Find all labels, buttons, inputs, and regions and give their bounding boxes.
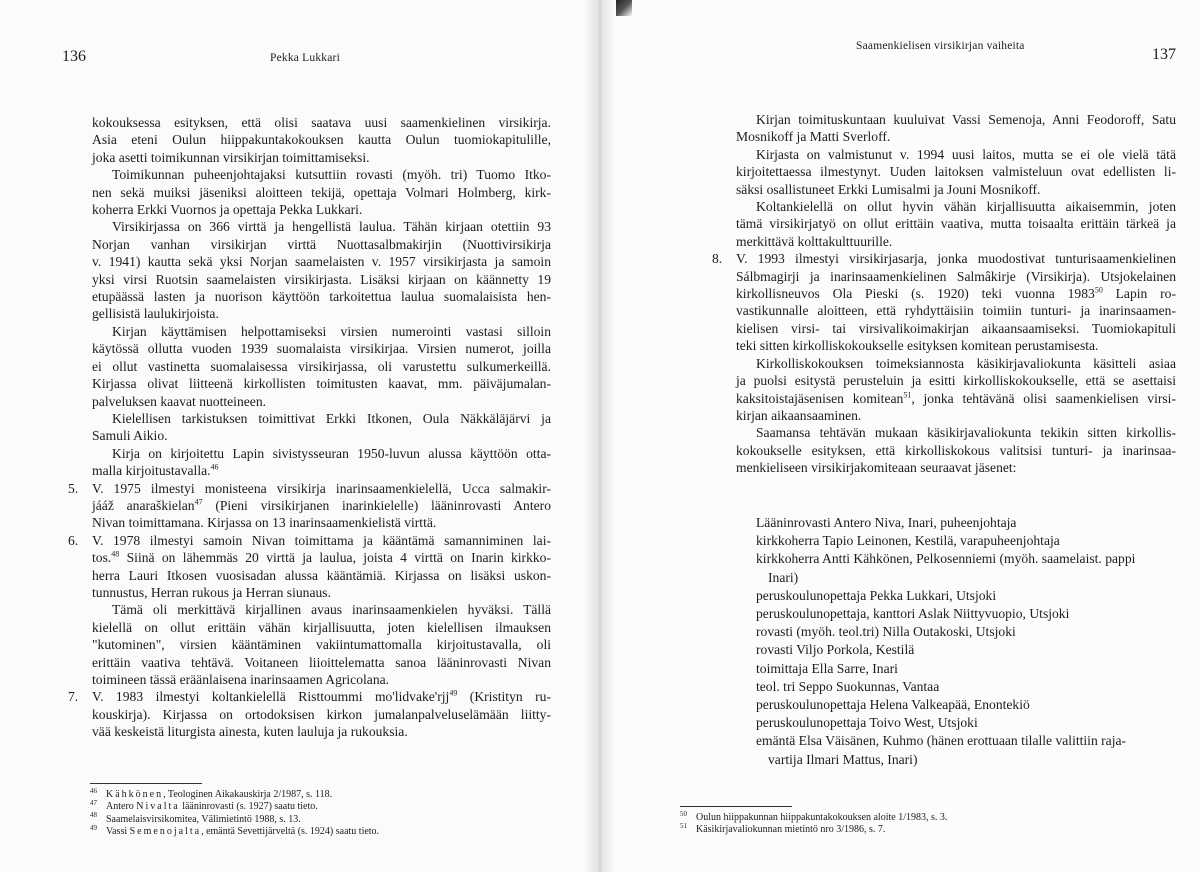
line-text: Koltankielellä on ollut hyvin vähän kirjallisuutta aikaisemmin, joten <box>756 199 1176 215</box>
line-text: nen sekä muiksi jäseniksi aloitteen tekijä, opettaja Volmari Holmberg, kirk- <box>92 184 551 200</box>
committee-member: kirkkoherra Antti Kähkönen, Pelkosenniemi (myöh. saamelaist. pappi <box>756 551 1136 567</box>
line-text: v. 1941) kautta sekä yksi Norjan saamelaisten v. 1957 virsikirjasta ja samoin <box>92 254 551 270</box>
line-text: toimineen tässä eräänlaisena inarinsaamen Agricolana. <box>92 672 390 687</box>
footnote: 50 Oulun hiippakunnan hiippakuntakokouksen aloite 1/1983, s. 3. <box>680 809 948 823</box>
text-line <box>92 445 551 462</box>
line-text: vastikunnalle aloitteen, että ryhdyttäisiin toimiin tunturi- ja inarinsaamen- <box>736 303 1176 319</box>
line-text: Kirkolliskokouksen toimeksiannosta käsikirjavaliokunta käsitteli asiaa <box>756 355 1176 371</box>
line-text: vää keskeistä liturgista ainesta, kuten lauluja ja rukouksia. <box>92 724 408 740</box>
line-text: ei ollut vastinetta suomalaisessa virsikirjassa, oli varustettu sulkumerkeillä. <box>92 358 551 374</box>
footnote-text: Antero <box>106 801 137 813</box>
right-body-text <box>712 111 1176 477</box>
footnote: 49 Vassi Semenojalta, emäntä Sevettijärveltä (s. 1924) saatu tieto. <box>90 823 380 838</box>
footnote-text: Vassi <box>106 826 130 838</box>
line-text: "kutominen", virsien kääntäminen vakiintumattomalla kirjoitustavalla, oli <box>92 637 551 653</box>
running-head-left: Pekka Lukkari <box>270 52 340 64</box>
text-line <box>92 305 551 322</box>
text-line <box>92 271 551 288</box>
text-line <box>92 584 551 601</box>
list-number: 7. <box>68 689 79 705</box>
text-line <box>68 480 551 497</box>
committee-member-list <box>756 514 1135 769</box>
line-text: kielellä on ollut erittäin vähän kirjallisuutta, joten kielellisen ilmauksen <box>92 619 551 635</box>
text-line <box>92 636 551 653</box>
text-line <box>92 288 551 305</box>
line-text: joka asetti toimikunnan virsikirjan toimittamiseksi. <box>92 149 370 165</box>
committee-member: vartija Ilmari Mattus, Inari) <box>768 751 918 767</box>
text-line <box>92 340 551 357</box>
text-line <box>92 462 551 479</box>
line-text: tunnustus, Herran rukous ja Herran siunaus. <box>92 584 331 600</box>
page-number-right: 137 <box>1152 46 1176 63</box>
line-text: palveluksen kaavat nuotteineen. <box>92 393 267 409</box>
text-line <box>92 427 551 444</box>
line-text: Nivan toimittamana. Kirjassa on 13 inarinsaamenkielistä virttä. <box>92 515 437 531</box>
committee-member: rovasti (myöh. teol.tri) Nilla Outakoski, Utsjoki <box>756 624 1016 640</box>
line-text: kirjoitettaessa ilmestynyt. Uuden laitoksen valmisteluun ovat edellisten li- <box>736 164 1176 180</box>
footnote-text: , emäntä Sevettijärveltä (s. 1924) saatu tieto. <box>201 826 380 838</box>
text-line <box>736 163 1176 180</box>
line-text: Toimikunnan puheenjohtajaksi kutsuttiin rovasti (myöh. tri) Tuomo Itko- <box>112 167 551 183</box>
line-text: yksi virsi Ruotsin saamelaisten virsikirjasta. Lisäksi kirjaan on käännetty 19 <box>92 271 551 287</box>
text-line <box>68 532 551 549</box>
line-text-tail: , jonka tehtävänä olisi saamenkielisen virsi- <box>911 390 1176 406</box>
line-text: etupäässä lasten ja nuorison käyttöön tarkoitettua laulua suomalaisista hen- <box>92 289 551 305</box>
line-text: kokouksessa esityksen, että olisi saatava uusi saamenkielinen virsikirja. <box>92 115 551 130</box>
list-number: 5. <box>68 480 79 496</box>
line-text: herra Lauri Itkosen vuosisadan alussa kääntämiä. Kirjassa on lisäksi uskon- <box>92 567 551 583</box>
line-text: kirjan aikaansaaminen. <box>736 407 862 423</box>
line-text: säksi osallistuneet Erkki Lumisalmi ja Jouni Mosnikoff. <box>736 181 1041 197</box>
line-text: Tämä oli merkittävä kirjallinen avaus inarinsaamenkielen hyväksi. Tällä <box>112 602 551 618</box>
footnote-author: Nivalta <box>136 801 180 813</box>
line-text: Norjan vanhan virsikirjan virttä Nuottasalbmakirjin (Nuottivirsikirja <box>92 236 551 252</box>
text-line <box>92 253 551 270</box>
text-line <box>92 114 551 131</box>
line-text: menkieliseen virsikirjakomiteaan seuraavat jäsenet: <box>736 460 1017 476</box>
footnote-ref: 49 <box>449 688 458 698</box>
footnote: 51 Käsikirjavaliokunnan mietintö nro 3/1986, s. 7. <box>680 822 886 836</box>
footnote-ref: 50 <box>1094 285 1103 295</box>
line-text: Kirjan käyttämisen helpottamiseksi virsien numerointi vastasi silloin <box>112 323 551 339</box>
text-line <box>68 688 551 705</box>
line-text: käytössä ollutta vuoden 1939 suomalaista virsikirjaa. Virsien numerot, joilla <box>92 341 551 357</box>
text-line <box>736 128 1176 145</box>
text-line <box>92 671 551 688</box>
committee-member: peruskoulunopettaja Pekka Lukkari, Utsjoki <box>756 587 997 603</box>
text-line <box>92 184 551 201</box>
footnote: 48 Saamelaisvirsikomitea, Välimietintö 1988, s. 13. <box>90 811 301 825</box>
footnote-text: Saamelaisvirsikomitea, Välimietintö 1988, s. 13. <box>106 813 301 825</box>
text-line <box>92 131 551 148</box>
footnote-author: Semenojalta <box>129 826 202 838</box>
footnote-text: lääninrovasti (s. 1927) saatu tieto. <box>179 801 318 813</box>
line-text: Mosnikoff ja Matti Sverloff. <box>736 129 891 145</box>
text-line <box>92 375 551 392</box>
footnote-text: Oulun hiippakunnan hiippakuntakokouksen aloite 1/1983, s. 3. <box>696 812 948 823</box>
line-text: kouskirja). Kirjassa on ortodoksisen kirkon jumalanpalveluselämään liitty- <box>92 706 551 722</box>
text-line <box>92 514 551 531</box>
text-line <box>736 407 1176 424</box>
text-line <box>736 146 1176 163</box>
text-line <box>736 355 1176 372</box>
line-text: Kirjan toimituskuntaan kuuluivat Vassi Semenoja, Anni Feodoroff, Satu <box>756 112 1176 127</box>
text-line <box>736 268 1176 285</box>
line-text: kokoukselle esityksen, että kirkolliskokous valitsisi tunturi- ja inarinsaa- <box>736 442 1176 458</box>
text-line <box>736 233 1176 250</box>
committee-member: kirkkoherra Tapio Leinonen, Kestilä, varapuheenjohtaja <box>756 533 1060 549</box>
text-line <box>736 181 1176 198</box>
text-line <box>92 201 551 218</box>
footnote: 46 Kähkönen, Teologinen Aikakauskirja 2/1987, s. 118. <box>90 786 333 800</box>
text-line <box>736 198 1176 215</box>
footnote: 47 Antero Nivalta lääninrovasti (s. 1927) saatu tieto. <box>90 799 318 813</box>
text-line <box>736 302 1176 319</box>
line-text: teki sitten kirkolliskokoukselle esityksen komitean perustamisesta. <box>736 338 1099 354</box>
text-line <box>736 390 1176 407</box>
text-line <box>92 393 551 410</box>
line-text: Kirjassa olivat liitteenä kirkollisten toimitusten kaavat, mm. päiväjumalan- <box>92 376 551 392</box>
line-text: kaksitoistajäsenisen komitean <box>736 390 904 406</box>
line-text: Samuli Aikio. <box>92 428 168 444</box>
footnote-ref: 51 <box>903 389 912 399</box>
line-text: malla kirjoitustavalla. <box>92 463 211 479</box>
text-line <box>92 654 551 671</box>
text-line <box>92 619 551 636</box>
committee-member: peruskoulunopettaja Toivo West, Utsjoki <box>756 715 978 731</box>
text-line <box>712 250 1176 267</box>
line-text: Kielellisen tarkistuksen toimittivat Erkki Itkonen, Oula Näkkäläjärvi ja <box>112 410 551 426</box>
text-line <box>92 218 551 235</box>
line-text: Kirja on kirjoitettu Lapin sivistysseuran 1950-luvun alussa käyttöön otta- <box>112 445 551 461</box>
page-corner-shadow <box>616 0 632 16</box>
line-text: Kirjasta on valmistunut v. 1994 uusi laitos, mutta se ei ole vielä tätä <box>756 146 1176 162</box>
line-text: V. 1993 ilmestyi virsikirjasarja, jonka muodostivat tunturisaamenkielinen <box>736 251 1176 267</box>
committee-member: Lääninrovasti Antero Niva, Inari, puheenjohtaja <box>756 515 1017 530</box>
line-text: tos. <box>92 550 112 566</box>
text-line <box>736 372 1176 389</box>
line-text: kirkollisneuvos Ola Pieski (s. 1920) teki vuonna 1983 <box>736 286 1095 302</box>
line-text-tail: (Pieni virsikirjanen inarinkielelle) lääninrovasti Antero <box>202 497 551 513</box>
text-line <box>92 166 551 183</box>
text-line <box>92 723 551 740</box>
page-number-left: 136 <box>62 48 86 65</box>
right-footnotes <box>680 809 948 837</box>
line-text: tämä virsikirjatyö on ollut erittäin vaativa, mutta toisaalta erittäin tärkeä ja <box>736 216 1176 232</box>
line-text-tail: Siinä on lähemmäs 20 virttä ja laulua, joista 4 virttä on Inarin kirkko- <box>119 550 551 566</box>
footnote-text: Käsikirjavaliokunnan mietintö nro 3/1986, s. 7. <box>696 824 886 836</box>
line-text: ja puolsi esitystä perusteluin ja esitti kirkolliskokoukselle, että se asettaisi <box>736 373 1176 389</box>
running-head-right: Saamenkielisen virsikirjan vaiheita <box>856 40 1025 52</box>
line-text: kielisen virsi- tai virsivalikoimakirjan aikaansaamiseksi. Tuomiokapituli <box>736 320 1176 336</box>
line-text: gellisistä laulukirjoista. <box>92 306 219 322</box>
footnote-rule-right <box>680 806 792 807</box>
text-line <box>92 549 551 566</box>
line-text-tail: (Kristityn ru- <box>457 689 551 705</box>
text-line <box>736 424 1176 441</box>
line-text: V. 1983 ilmestyi koltankielellä Risttoummi mo'lidvake'rjj <box>92 689 450 705</box>
text-line <box>92 323 551 340</box>
line-text: V. 1978 ilmestyi samoin Nivan toimittama ja kääntämä samanniminen lai- <box>92 532 551 548</box>
list-number: 8. <box>712 251 723 267</box>
committee-member: teol. tri Seppo Suokunnas, Vantaa <box>756 678 940 694</box>
committee-member: peruskoulunopettaja Helena Valkeapää, Enontekiö <box>756 697 1030 713</box>
committee-member: peruskoulunopettaja, kanttori Aslak Niittyvuopio, Utsjoki <box>756 606 1070 622</box>
line-text: Virsikirjassa on 366 virttä ja hengellistä laulua. Tähän kirjaan otettiin 93 <box>112 219 551 235</box>
text-line <box>736 285 1176 302</box>
line-text: erittäin vaativa tehtävä. Voitaneen liioittelematta sanoa lääninrovasti Nivan <box>92 654 551 670</box>
text-line <box>92 149 551 166</box>
text-line <box>736 442 1176 459</box>
committee-member: emäntä Elsa Väisänen, Kuhmo (hänen erottuaan tilalle valittiin raja- <box>756 733 1127 749</box>
footnote-author: Kähkönen <box>106 789 164 800</box>
footnote-ref: 47 <box>194 497 203 507</box>
text-line <box>736 337 1176 354</box>
footnote-rule-left <box>90 783 202 784</box>
text-line <box>736 320 1176 337</box>
left-footnotes <box>90 786 380 839</box>
line-text: merkittävä kolttakulttuurille. <box>736 233 893 249</box>
left-body-text <box>68 114 551 741</box>
text-line <box>92 706 551 723</box>
footnote-ref: 46 <box>210 462 219 472</box>
text-line <box>736 111 1176 128</box>
text-line <box>92 236 551 253</box>
line-text: Asia eteni Oulun hiippakuntakokouksen kautta Oulun tuomiokapitulille, <box>92 132 551 148</box>
footnote-ref: 48 <box>111 549 120 559</box>
gutter-shadow <box>584 0 616 872</box>
line-text: V. 1975 ilmestyi monisteena virsikirja inarinsaamenkielellä, Ucca salmakir- <box>92 480 551 496</box>
line-text: Saamansa tehtävän mukaan käsikirjavaliokunta tekikin sitten kirkollis- <box>756 425 1176 441</box>
list-number: 6. <box>68 532 79 548</box>
line-text: koherra Erkki Vuornos ja opettaja Pekka Lukkari. <box>92 202 363 218</box>
line-text: jááž anarašk​ielan <box>92 497 195 513</box>
text-line <box>736 215 1176 232</box>
committee-member: rovasti Viljo Porkola, Kestilä <box>756 642 915 658</box>
text-line <box>92 358 551 375</box>
right-page <box>600 0 1200 872</box>
committee-member: Inari) <box>768 569 799 585</box>
text-line <box>92 410 551 427</box>
text-line <box>92 567 551 584</box>
line-text: Sálbmagirji ja inarinsaamenkielinen Salmâkirje (Virsikirja). Utsjokelainen <box>736 268 1176 284</box>
text-line <box>92 601 551 618</box>
line-text-tail: Lapin ro- <box>1102 286 1176 302</box>
text-line <box>736 459 1176 476</box>
text-line <box>92 497 551 514</box>
footnote-text: , Teologinen Aikakauskirja 2/1987, s. 118. <box>163 789 333 800</box>
committee-member: toimittaja Ella Sarre, Inari <box>756 660 898 676</box>
